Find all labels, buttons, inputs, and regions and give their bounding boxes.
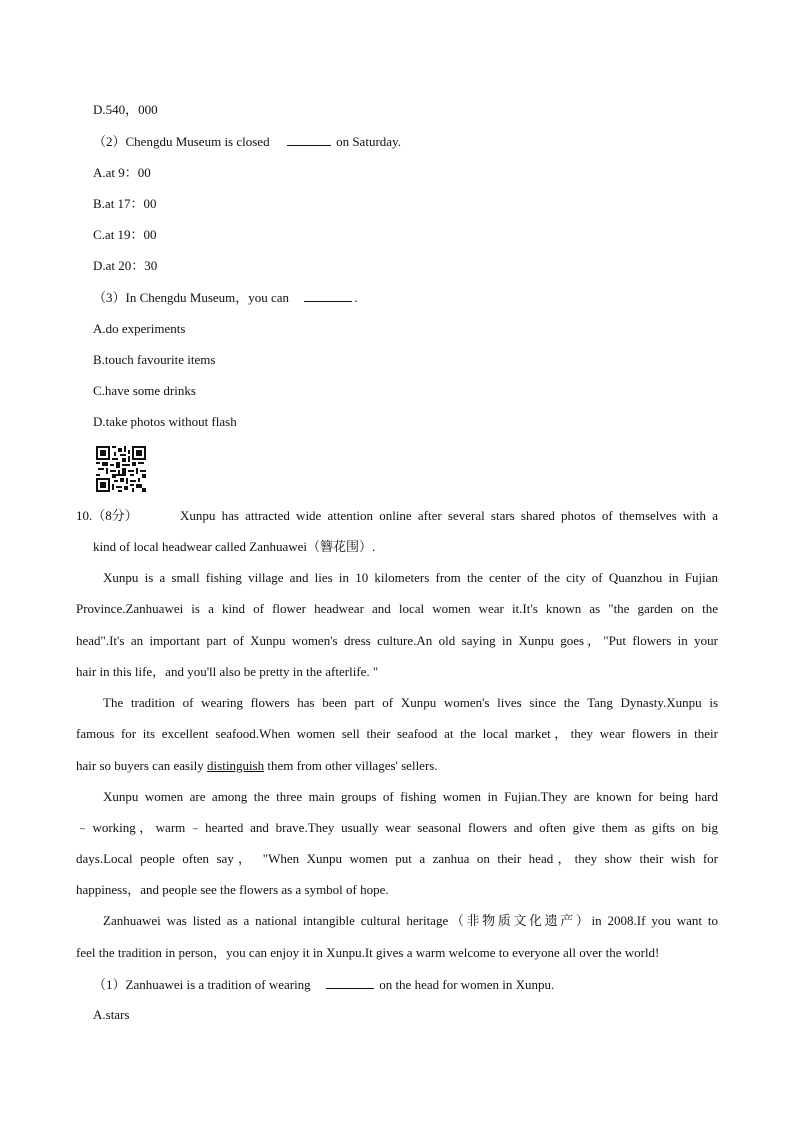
- paragraph-4-line: Zanhuawei was listed as a national intangible cultural heritage（非物质文化遗产）in 2008.If you want to: [103, 913, 718, 928]
- paragraph-1-line: Province.Zanhuawei is a kind of flower headwear and local women wear it.It's known as "the garden on the: [76, 601, 718, 616]
- option-d: D.540，000: [93, 102, 158, 117]
- question-text: on Saturday.: [336, 134, 401, 149]
- option-c: C.at 19：00: [93, 227, 157, 242]
- paragraph-1-line: Xunpu is a small fishing village and lies in 10 kilometers from the center of the city of Quanzhou in Fujian: [103, 570, 718, 585]
- paragraph-2-line: The tradition of wearing flowers has been part of Xunpu women's lives since the Tang Dynasty.Xunpu is: [103, 695, 718, 710]
- paragraph-3-line: happiness，and people see the flowers as a symbol of hope.: [76, 882, 389, 897]
- option-d: D.at 20：30: [93, 258, 158, 273]
- question-text: （1）Zanhuawei is a tradition of wearing: [93, 977, 311, 992]
- paragraph-3-line: ﹣working，warm﹣hearted and brave.They usually wear seasonal flowers and often give them as gifts on big: [76, 820, 718, 835]
- qr-code-icon: [96, 446, 146, 492]
- paragraph-4-line: feel the tradition in person，you can enjoy it in Xunpu.It gives a warm welcome to everyone all over the world!: [76, 945, 660, 960]
- question-3: [93, 289, 358, 306]
- question-10-intro: [76, 508, 718, 524]
- option-b: B.at 17：00: [93, 196, 157, 211]
- paragraph-3-line: days.Local people often say， "When Xunpu women put a zanhua on their head，they show their wish for: [76, 851, 718, 866]
- answer-blank: [304, 289, 352, 302]
- answer-blank: [287, 133, 331, 146]
- underlined-word: distinguish: [207, 758, 265, 773]
- answer-blank: [326, 976, 374, 989]
- intro-text: kind of local headwear called Zanhuawei（簪花围）.: [93, 539, 376, 554]
- paragraph-2-line: [76, 758, 718, 774]
- question-number: 10.（8分）: [76, 508, 138, 523]
- text: hair so buyers can easily: [76, 758, 208, 773]
- question-text: （3）In Chengdu Museum，you can: [93, 290, 290, 305]
- option-b: B.touch favourite items: [93, 352, 216, 367]
- text: them from other villages' sellers.: [264, 758, 438, 773]
- paragraph-3-line: Xunpu women are among the three main groups of fishing women in Fujian.They are known for being hard: [103, 789, 718, 804]
- intro-text: Xunpu has attracted wide attention online after several stars shared photos of themselves with a: [180, 508, 718, 523]
- paragraph-1-line: head".It's an important part of Xunpu women's dress culture.An old saying in Xunpu goes，"Put flowers in your: [76, 633, 718, 648]
- option-c: C.have some drinks: [93, 383, 196, 398]
- option-a: A.do experiments: [93, 321, 186, 336]
- paragraph-2-line: famous for its excellent seafood.When women sell their seafood at the local market，they wear flowers in their: [76, 726, 718, 741]
- paragraph-1-line: hair in this life，and you'll also be pretty in the afterlife. ": [76, 664, 379, 679]
- question-text: on the head for women in Xunpu.: [379, 977, 555, 992]
- question-text: （2）Chengdu Museum is closed: [93, 134, 270, 149]
- question-2: [93, 133, 401, 150]
- option-a: A.stars: [93, 1007, 130, 1022]
- question-text: .: [354, 290, 358, 305]
- option-a: A.at 9：00: [93, 165, 151, 180]
- question-10-1: [93, 976, 554, 993]
- option-d: D.take photos without flash: [93, 414, 237, 429]
